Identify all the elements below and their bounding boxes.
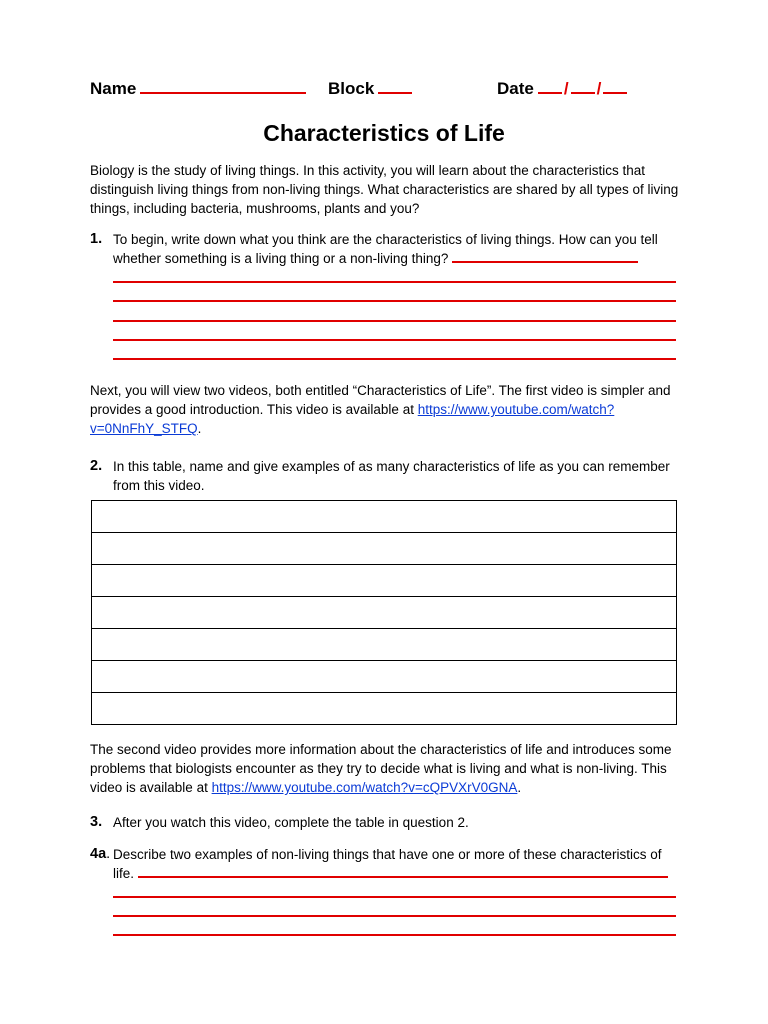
name-label: Name	[90, 79, 137, 98]
question-number: 4a.	[90, 846, 111, 862]
question-text: In this table, name and give examples of as many characteristics of life as you can remember from this video.	[113, 459, 670, 493]
table-cell[interactable]	[92, 501, 677, 533]
date-month-blank[interactable]	[538, 74, 562, 94]
characteristics-table	[91, 500, 677, 725]
page-title: Characteristics of Life	[263, 120, 505, 146]
table-row	[92, 597, 677, 629]
date-field	[497, 74, 627, 99]
answer-blank[interactable]	[452, 249, 638, 263]
answer-blank[interactable]	[138, 864, 668, 878]
video-2-paragraph	[90, 740, 680, 797]
answer-line[interactable]	[113, 358, 676, 360]
question-text: After you watch this video, complete the table in question 2.	[113, 815, 469, 830]
question-4a	[90, 845, 680, 883]
question-text: To begin, write down what you think are the characteristics of living things. How can you tell whether something is a living thing or a non-living thing?	[113, 232, 658, 266]
question-2	[90, 457, 680, 495]
table-cell[interactable]	[92, 693, 677, 725]
table-cell[interactable]	[92, 629, 677, 661]
period: .	[197, 421, 202, 436]
date-label: Date	[497, 79, 534, 98]
video-1-text: Next, you will view two videos, both entitled “Characteristics of Life”. The first video is simpler and provides a good introduction. This video is available at	[90, 383, 671, 417]
question-3	[90, 813, 680, 832]
table-cell[interactable]	[92, 661, 677, 693]
table-row	[92, 661, 677, 693]
video-1-paragraph	[90, 381, 680, 438]
question-number: 1.	[90, 231, 103, 247]
name-field	[90, 74, 306, 99]
intro-paragraph: Biology is the study of living things. In this activity, you will learn about the characteristics that distinguish living things from non-living things. What characteristics are shared by all types of living things, including bacteria, mushrooms, plants and you?	[90, 163, 679, 216]
period: .	[517, 780, 522, 795]
table-row	[92, 501, 677, 533]
date-year-blank[interactable]	[603, 74, 627, 94]
answer-line[interactable]	[113, 300, 676, 302]
question-number: 3.	[90, 814, 103, 830]
date-day-blank[interactable]	[571, 74, 595, 94]
answer-line[interactable]	[113, 896, 676, 898]
table-row	[92, 565, 677, 597]
question-number: 2.	[90, 458, 103, 474]
date-separator: /	[563, 79, 569, 98]
table-cell[interactable]	[92, 597, 677, 629]
table-row	[92, 629, 677, 661]
header-fields	[90, 74, 690, 100]
video-2-link[interactable]: https://www.youtube.com/watch?v=cQPVXrV0GNA	[211, 780, 518, 795]
answer-line[interactable]	[113, 320, 676, 322]
table-row	[92, 693, 677, 725]
question-text: Describe two examples of non-living things that have one or more of these characteristics of life.	[113, 847, 662, 881]
date-separator: /	[596, 79, 602, 98]
question-1	[90, 230, 680, 268]
answer-line[interactable]	[113, 339, 676, 341]
answer-line[interactable]	[113, 281, 676, 283]
block-label: Block	[328, 79, 375, 98]
answer-line[interactable]	[113, 934, 676, 936]
video-1-link[interactable]: https://www.youtube.com/watch?v=0NnFhY_STFQ	[90, 402, 615, 436]
name-blank[interactable]	[140, 74, 306, 94]
table-row	[92, 533, 677, 565]
video-2-text: The second video provides more information about the characteristics of life and introduces some problems that biologists encounter as they try to decide what is living and what is non-living. This video is available at	[90, 742, 672, 795]
block-field	[328, 74, 412, 99]
table-cell[interactable]	[92, 533, 677, 565]
block-blank[interactable]	[378, 74, 412, 94]
answer-line[interactable]	[113, 915, 676, 917]
table-cell[interactable]	[92, 565, 677, 597]
